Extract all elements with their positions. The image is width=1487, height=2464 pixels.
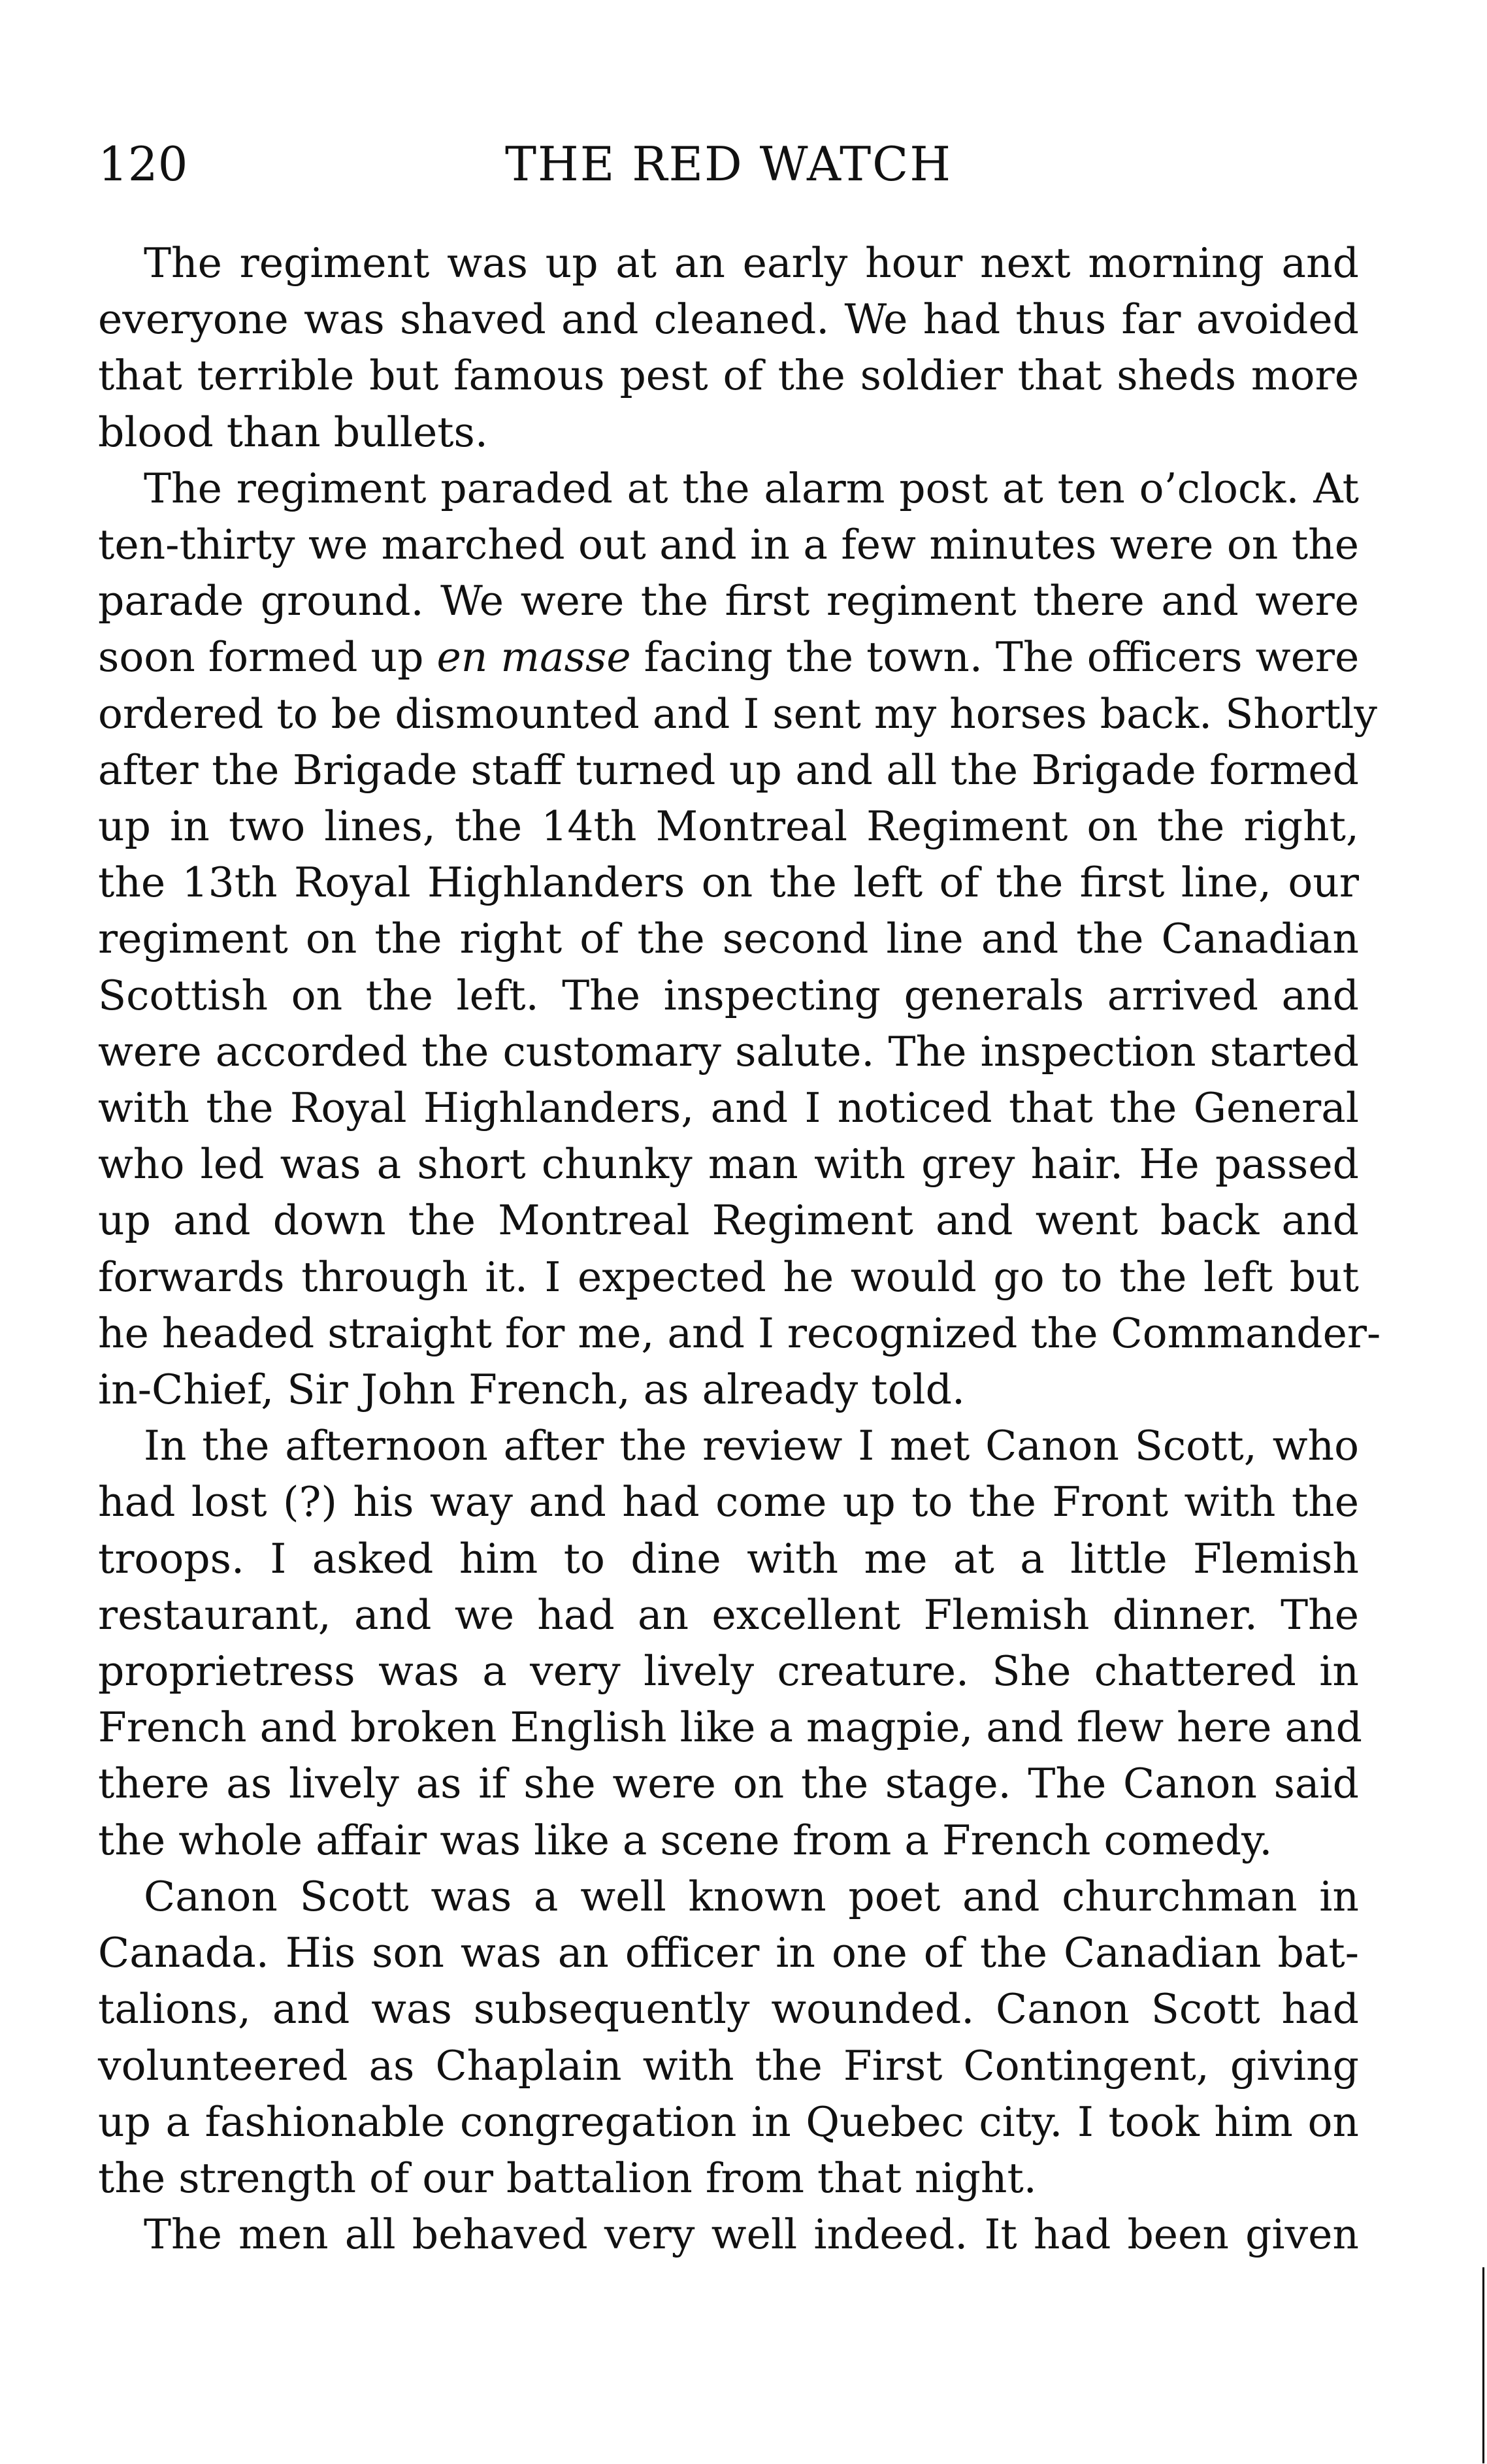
text-line: regiment on the right of the second line and the Canadian (98, 915, 1359, 963)
text-line: Canada. His son was an officer in one of the Canadian bat- (98, 1929, 1359, 1977)
paragraph (98, 461, 1381, 1418)
text-line: Canon Scott was a well known poet and churchman in (144, 1872, 1359, 1920)
text-line: ordered to be dismounted and I sent my horses back. Shortly (98, 689, 1378, 738)
text-line: he headed straight for me, and I recognized the Commander- (98, 1309, 1381, 1357)
text-line: in-Chief, Sir John French, as already told. (98, 1366, 966, 1414)
text-line: volunteered as Chaplain with the First Contingent, giving (98, 2041, 1359, 2090)
paragraph (98, 1418, 1362, 1869)
text-line: the whole affair was like a scene from a French comedy. (98, 1816, 1273, 1864)
text-line: Scottish on the left. The inspecting generals arrived and (98, 971, 1359, 1019)
text-line: blood than bullets. (98, 408, 488, 456)
text-line: the 13th Royal Highlanders on the left of the first line, our (98, 859, 1359, 907)
text-line: proprietress was a very lively creature. She chattered in (98, 1647, 1359, 1696)
text-line: parade ground. We were the first regiment there and were (98, 577, 1359, 625)
text-line: up a fashionable congregation in Quebec city. I took him on (98, 2097, 1359, 2146)
text-line: troops. I asked him to dine with me at a little Flemish (98, 1534, 1359, 1583)
text-line: The regiment paraded at the alarm post at ten o’clock. At (144, 464, 1359, 512)
text-line: up in two lines, the 14th Montreal Regiment on the right, (98, 802, 1359, 851)
text-line: talions, and was subsequently wounded. Canon Scott had (98, 1985, 1359, 2033)
text-line: up and down the Montreal Regiment and went back and (98, 1196, 1359, 1245)
paragraph (98, 2207, 1359, 2263)
text-line: the strength of our battalion from that night. (98, 2154, 1037, 2202)
text-line: restaurant, and we had an excellent Flemish dinner. The (98, 1590, 1359, 1639)
text-line: everyone was shaved and cleaned. We had thus far avoided (98, 295, 1359, 344)
body-text (98, 235, 1381, 2263)
running-head: THE RED WATCH (504, 137, 953, 191)
text-line: that terrible but famous pest of the soldier that sheds more (98, 352, 1359, 400)
paragraph (98, 235, 1359, 461)
italic-phrase: en masse (436, 633, 631, 682)
text-line: after the Brigade staff turned up and all the Brigade formed (98, 746, 1359, 794)
text-line: The regiment was up at an early hour next morning and (144, 239, 1359, 287)
text-line: ten-thirty we marched out and in a few minutes were on the (98, 521, 1359, 569)
text-line: were accorded the customary salute. The inspection started (98, 1027, 1359, 1076)
text-line: soon formed up en masse facing the town. The officers were (98, 633, 1360, 682)
text-line: with the Royal Highlanders, and I noticed that the General (98, 1084, 1359, 1132)
page-header (98, 128, 1359, 200)
text-line: In the afternoon after the review I met Canon Scott, who (144, 1422, 1359, 1470)
margin-rule (1482, 2267, 1484, 2463)
text-line: forwards through it. I expected he would go to the left but (98, 1253, 1359, 1301)
text-line: had lost (?) his way and had come up to the Front with the (98, 1478, 1359, 1526)
text-line: French and broken English like a magpie, and flew here and (98, 1703, 1362, 1752)
page-number: 120 (98, 137, 188, 191)
text-line: who led was a short chunky man with grey hair. He passed (98, 1140, 1359, 1189)
text-line: The men all behaved very well indeed. It had been given (144, 2210, 1359, 2259)
text-line: there as lively as if she were on the stage. The Canon said (98, 1760, 1359, 1808)
paragraph (98, 1869, 1359, 2207)
